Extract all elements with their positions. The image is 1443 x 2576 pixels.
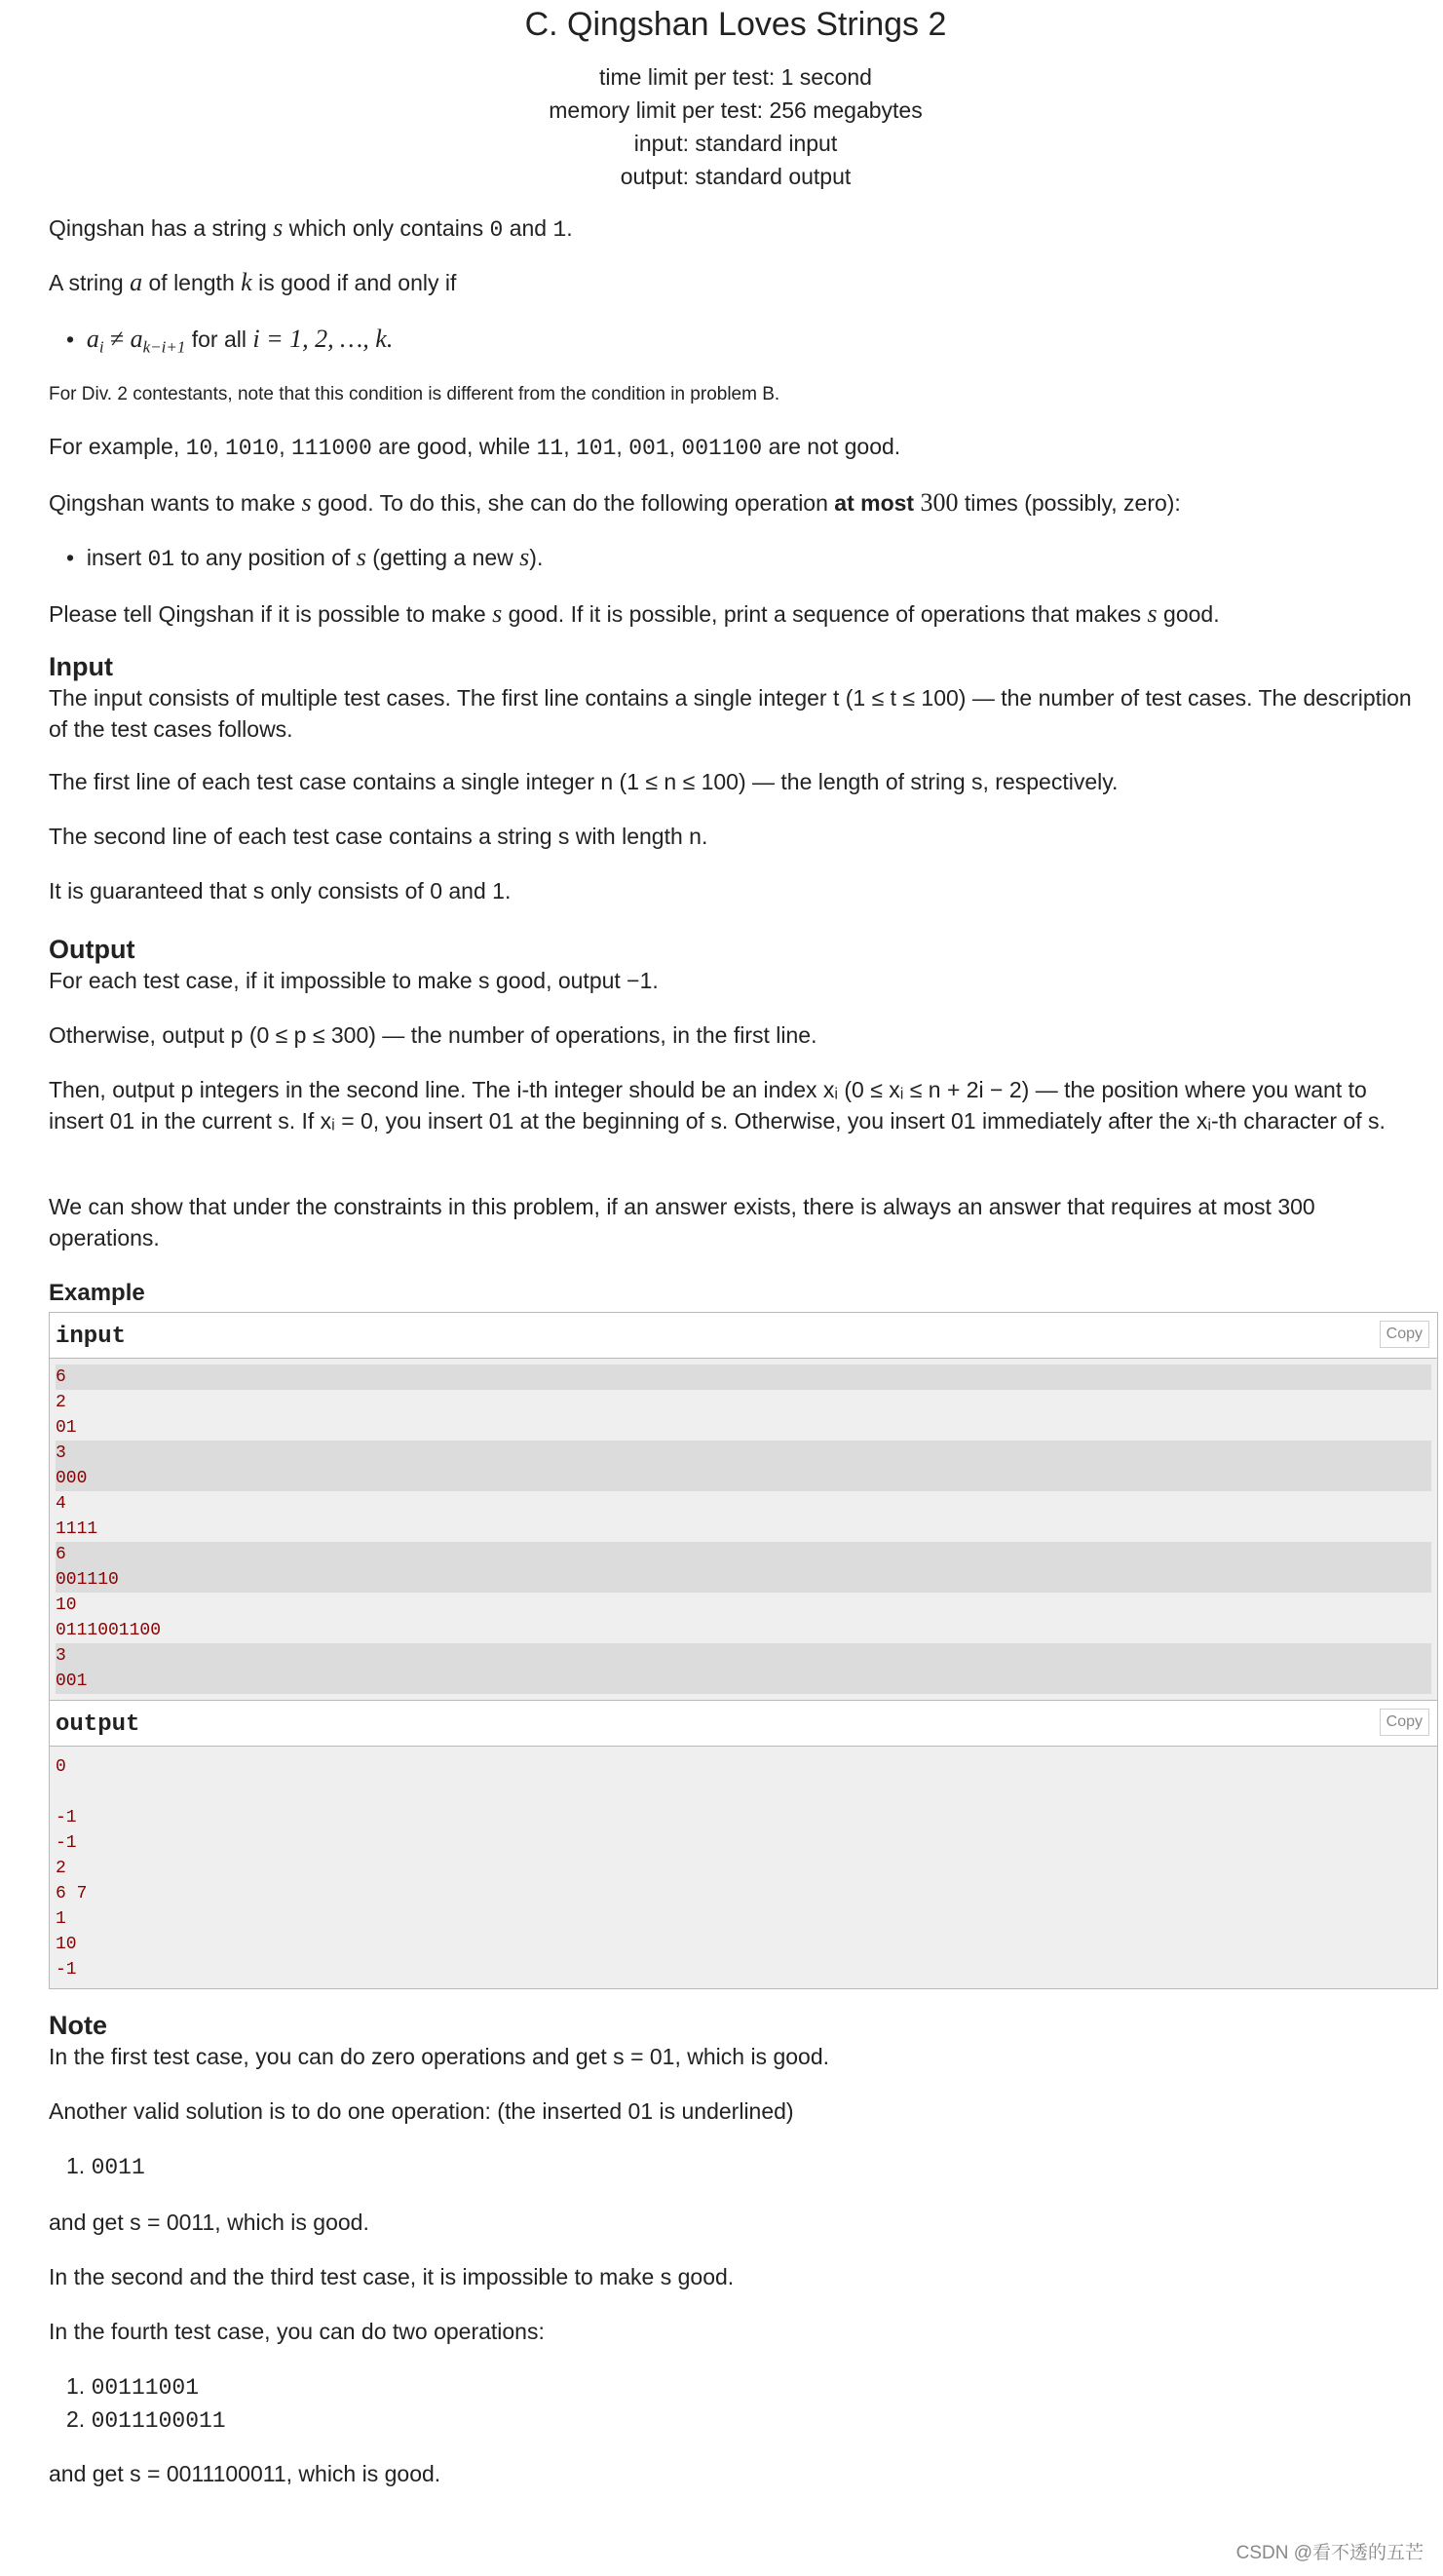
memory-limit: memory limit per test: 256 megabytes [549, 96, 923, 123]
sample-output-line [56, 1780, 1431, 1805]
example-heading: Example [49, 1280, 145, 1306]
sample-input-line: 000 [56, 1466, 1431, 1491]
sample-output-label: output [56, 1711, 140, 1738]
time-limit: time limit per test: 1 second [599, 63, 872, 90]
sample-output-box [49, 1700, 1438, 1989]
input-p4: It is guaranteed that s only consists of 0 and 1. [49, 878, 512, 904]
input-p1: The input consists of multiple test cases. The first line contains a single integer t (1 ≤ t ≤ 100) — the number of test cases. The description of the test cases follows. [49, 685, 1412, 743]
watermark: CSDN @看不透的五芒 [1235, 2543, 1424, 2563]
sample-input-line: 10 [56, 1596, 77, 1615]
output-p4: We can show that under the constraints in this problem, if an answer exists, there is always an answer that requires at most 300 operations. [49, 1194, 1315, 1251]
div2-note: For Div. 2 contestants, note that this condition is different from the condition in problem B. [49, 384, 780, 404]
operation-bullet: • insert 01 to any position of s (getting a new s). [66, 543, 544, 572]
sample-input-lines [50, 1359, 1437, 1700]
sample-input-line: 1111 [56, 1519, 98, 1539]
output-spec: output: standard output [620, 163, 852, 189]
sample-output-line: 0 [56, 1757, 66, 1777]
output-heading: Output [49, 935, 135, 964]
statement-p1: Qingshan has a string s which only contains 0 and 1. [49, 213, 573, 243]
note-p5: In the fourth test case, you can do two operations: [49, 2319, 545, 2344]
sample-input-line: 01 [56, 1418, 77, 1438]
note-p4: In the second and the third test case, it is impossible to make s good. [49, 2264, 735, 2289]
sample-output-line: 1 [56, 1909, 66, 1929]
condition-bullet: • $a_i \ne a_{k-i+1}$ for all i = 1, 2, …, k. [66, 325, 394, 357]
sample-output-line: 6 7 [56, 1884, 88, 1903]
note-p6: and get s = 0011100011, which is good. [49, 2461, 441, 2486]
sample-input-line: 0111001100 [56, 1621, 162, 1640]
input-spec: input: standard input [633, 130, 838, 156]
input-p2: The first line of each test case contains a single integer n (1 ≤ n ≤ 100) — the length of string s, respectively. [49, 769, 1119, 794]
sample-input-label: input [56, 1324, 127, 1350]
problem-title: C. Qingshan Loves Strings 2 [524, 6, 947, 43]
note-list1-item: 1. 0011 [66, 2153, 145, 2180]
sample-output-line: -1 [56, 1808, 77, 1827]
note-p2: Another valid solution is to do one operation: (the inserted 01 is underlined) [49, 2098, 794, 2124]
sample-output-line: 2 [56, 1859, 66, 1878]
sample-output-lines [50, 1747, 1437, 1988]
statement-examples: For example, 10, 1010, 111000 are good, while 11, 101, 001, 001100 are not good. [49, 434, 901, 461]
output-p1: For each test case, if it impossible to make s good, output −1. [49, 968, 659, 993]
problem-header [49, 2, 1423, 193]
sample-output-line: -1 [56, 1960, 77, 1980]
note-p3: and get s = 0011, which is good. [49, 2210, 369, 2235]
output-p3: Then, output p integers in the second line. The i-th integer should be an index xᵢ (0 ≤ xᵢ ≤ n + 2i − 2) — the position where you want to insert 01 in the current s. If xᵢ = 0, you insert 01 at the beginning of s. Otherwise, you insert 01 immediately after the xᵢ-th character of s. [49, 1077, 1386, 1134]
note-p1: In the first test case, you can do zero operations and get s = 01, which is good. [49, 2044, 830, 2069]
sample-output-header [50, 1701, 1437, 1747]
copy-input-button[interactable]: Copy [1380, 1321, 1429, 1348]
sample-output-line: -1 [56, 1833, 77, 1853]
sample-input-line: 6 [56, 1365, 1431, 1390]
sample-input-line: 001 [56, 1669, 1431, 1694]
sample-input-header [50, 1313, 1437, 1359]
statement-p5: Please tell Qingshan if it is possible to make s good. If it is possible, print a sequence of operations that makes s good. [49, 599, 1220, 628]
sample-input-line: 3 [56, 1643, 1431, 1669]
sample-input-line: 3 [56, 1441, 1431, 1466]
input-p3: The second line of each test case contains a string s with length n. [49, 824, 708, 849]
statement-p4: Qingshan wants to make s good. To do this, she can do the following operation at most 300 times (possibly, zero): [49, 488, 1181, 517]
note-list2-item: 2. 0011100011 [66, 2406, 226, 2434]
sample-input-line: 6 [56, 1542, 1431, 1567]
copy-output-button[interactable]: Copy [1380, 1709, 1429, 1736]
sample-output-line: 10 [56, 1935, 77, 1954]
statement-p2: A string a of length k is good if and only if [49, 268, 457, 296]
sample-input-line: 4 [56, 1494, 66, 1514]
sample-input-line: 001110 [56, 1567, 1431, 1593]
sample-input-box [49, 1312, 1438, 1701]
input-heading: Input [49, 652, 113, 681]
output-p2: Otherwise, output p (0 ≤ p ≤ 300) — the number of operations, in the first line. [49, 1022, 817, 1048]
sample-input-line: 2 [56, 1393, 66, 1412]
note-list2-item: 1. 00111001 [66, 2373, 199, 2401]
problem-page [49, 0, 1423, 2486]
note-heading: Note [49, 2011, 107, 2040]
